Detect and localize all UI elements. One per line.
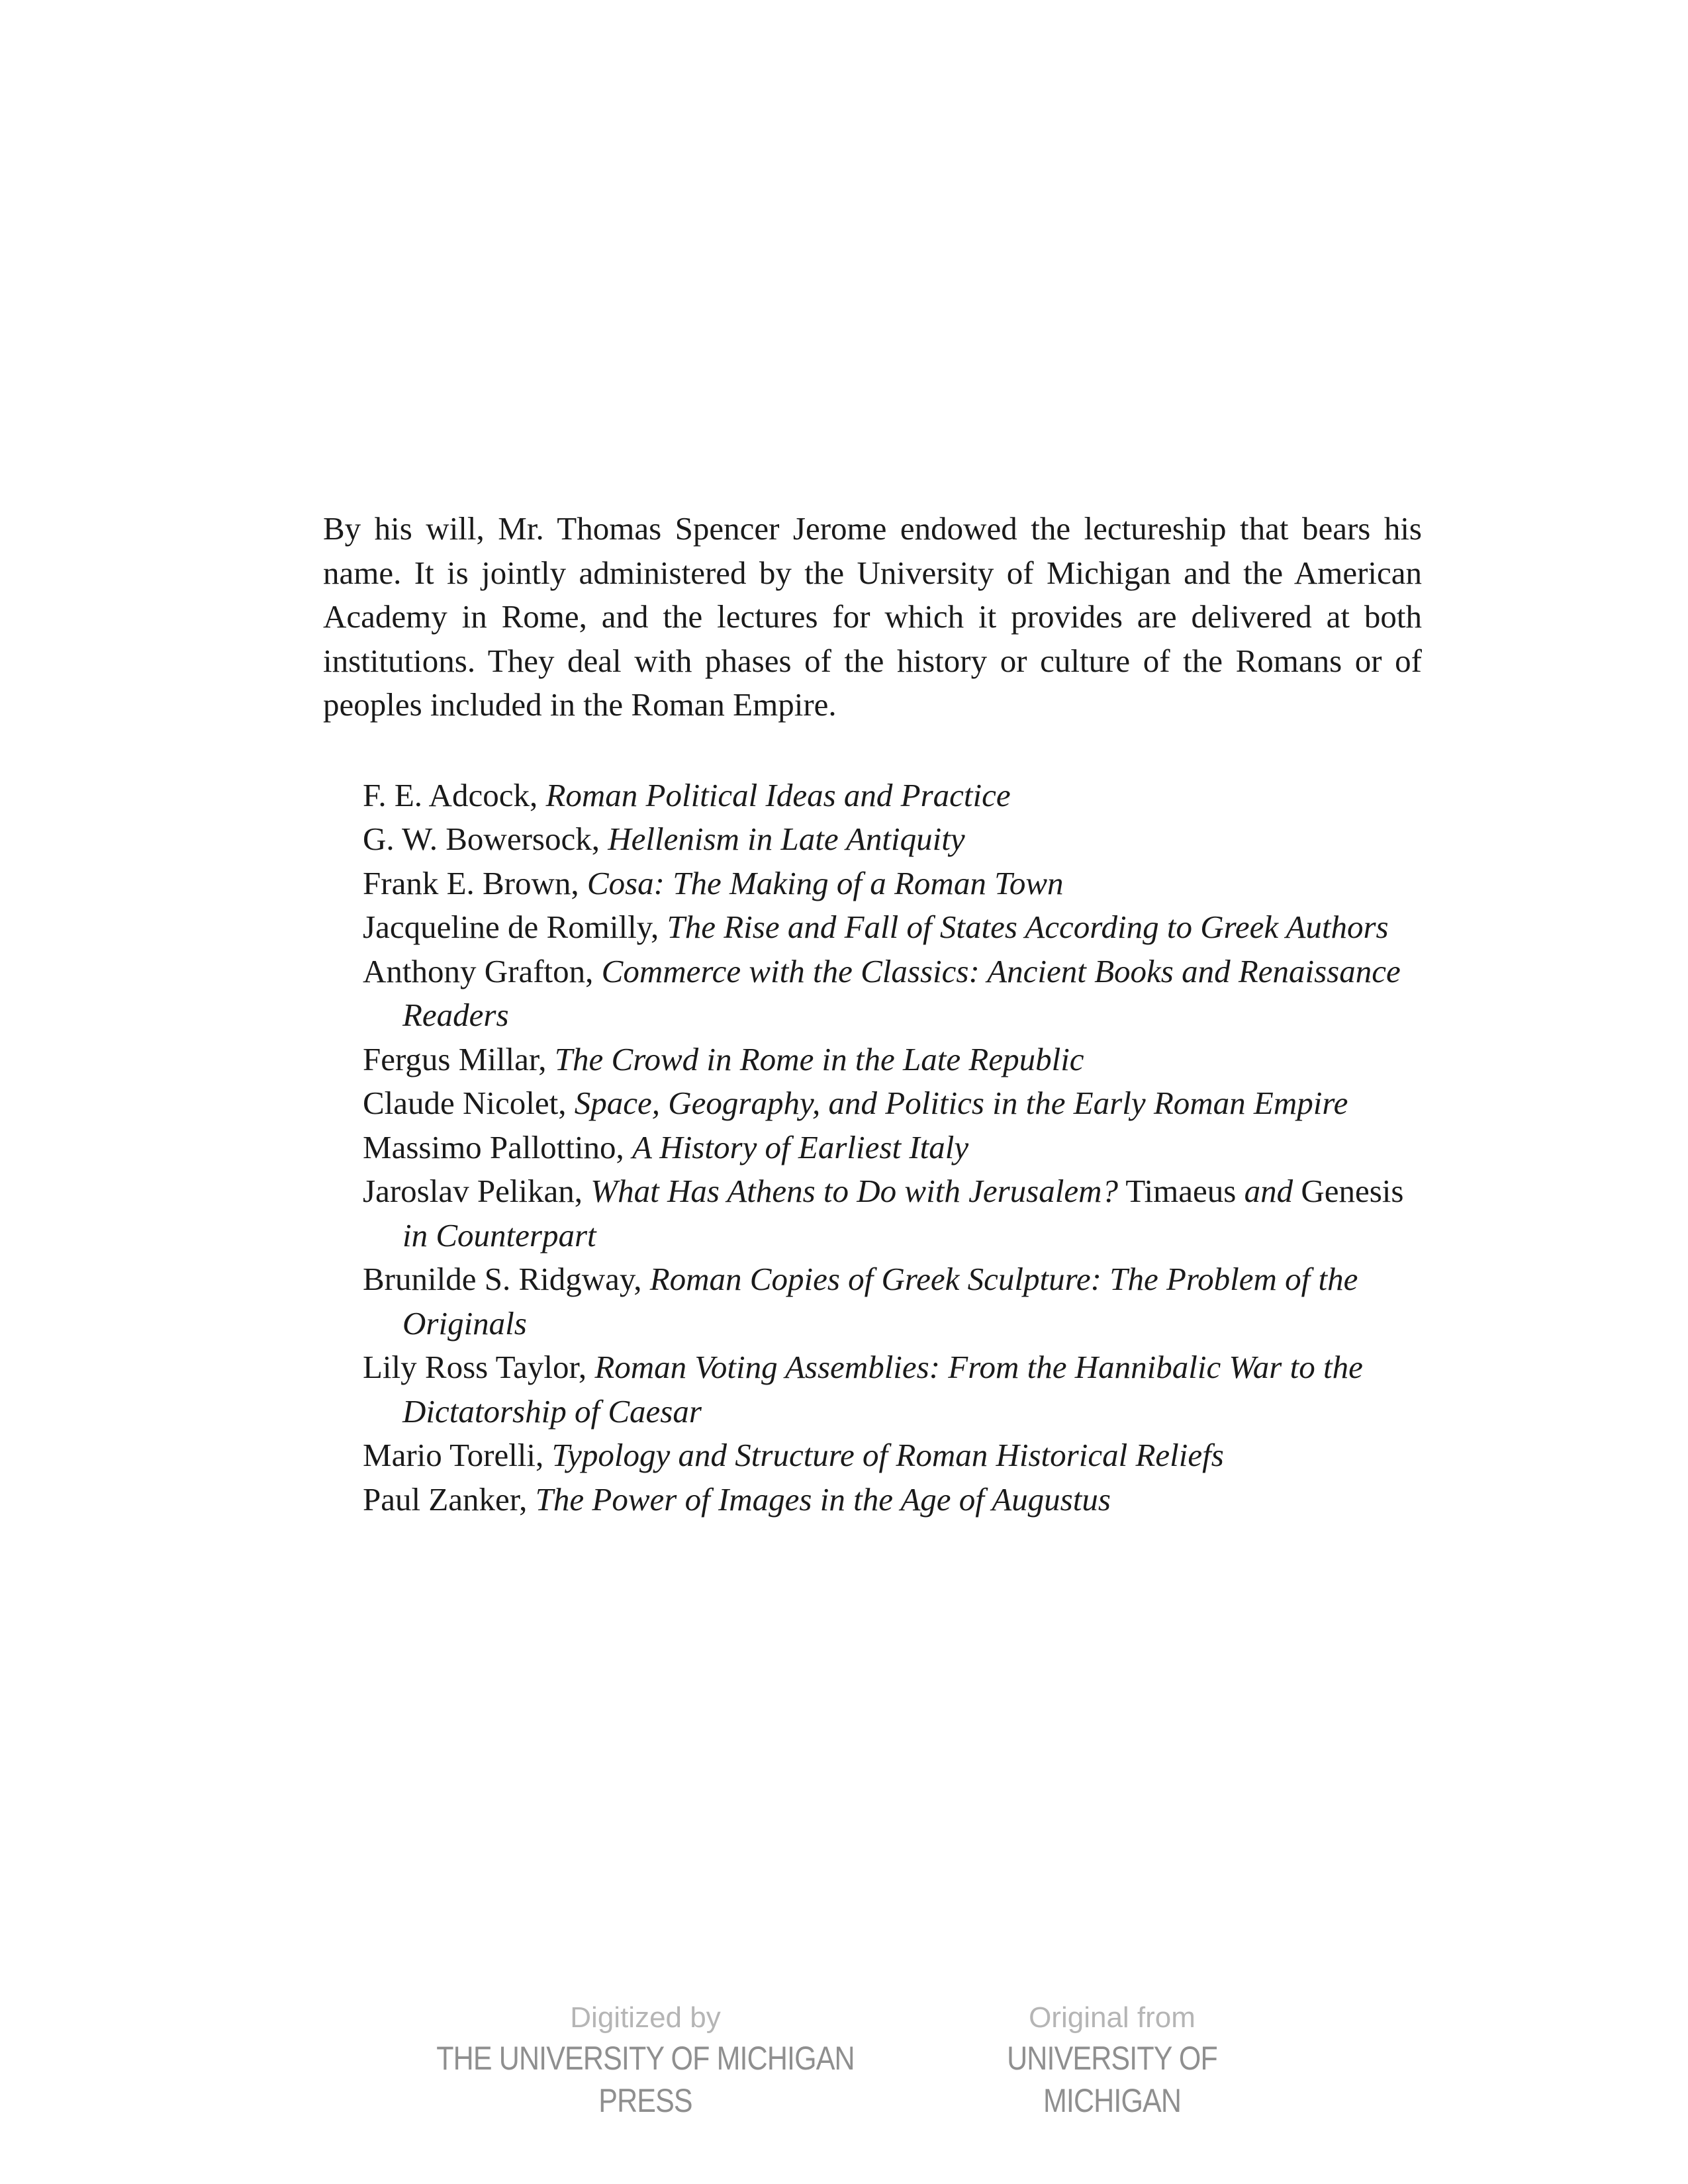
lecture-author: F. E. Adcock, xyxy=(363,776,546,813)
lecture-title: What Has Athens to Do with Jerusalem? xyxy=(590,1173,1118,1209)
lecture-title: Roman Copies of Greek Sculpture: The Problem of the Originals xyxy=(402,1261,1358,1342)
lecture-list xyxy=(323,774,1422,1522)
lecture-entry-pallottino xyxy=(363,1126,1422,1170)
digitized-by-block xyxy=(394,1999,897,2122)
lecture-entry-taylor xyxy=(363,1345,1422,1433)
lecture-author: Massimo Pallottino, xyxy=(363,1128,633,1165)
lecture-title-roman-part: Genesis xyxy=(1293,1173,1404,1209)
lecture-entry-torelli xyxy=(363,1433,1422,1478)
lecture-author: Fergus Millar, xyxy=(363,1040,555,1077)
lecture-entry-pelikan xyxy=(363,1169,1422,1257)
lecture-title: Cosa: The Making of a Roman Town xyxy=(586,864,1064,901)
lecture-entry-zanker xyxy=(363,1478,1422,1522)
lecture-title: Hellenism in Late Antiquity xyxy=(608,821,965,857)
digitized-by-value: THE UNIVERSITY OF MICHIGAN PRESS xyxy=(436,2040,855,2119)
page-content xyxy=(323,507,1422,1522)
lecture-title: The Power of Images in the Age of Augustus xyxy=(535,1480,1111,1518)
lecture-author: Anthony Grafton, xyxy=(363,952,602,989)
lecture-entry-ridgway xyxy=(363,1257,1422,1345)
lecture-title: Roman Political Ideas and Practice xyxy=(545,776,1011,813)
digitized-by-label: Digitized by xyxy=(570,2001,721,2034)
lecture-title: The Crowd in Rome in the Late Republic xyxy=(554,1040,1084,1077)
lecture-entry-de-romilly xyxy=(363,905,1422,950)
lecture-author: Jacqueline de Romilly, xyxy=(363,909,667,945)
lecture-entry-millar xyxy=(363,1038,1422,1082)
lecture-title: The Rise and Fall of States According to Greek Authors xyxy=(667,909,1389,945)
lecture-title-italic-part: in Counterpart xyxy=(402,1216,596,1253)
lecture-author: Jaroslav Pelikan, xyxy=(363,1173,591,1209)
lecture-entry-grafton xyxy=(363,950,1422,1038)
lecture-title: Space, Geography, and Politics in the Early Roman Empire xyxy=(574,1085,1348,1121)
lecture-author: G. W. Bowersock, xyxy=(363,821,608,857)
lecture-entry-adcock xyxy=(363,774,1422,818)
lecture-author: Paul Zanker, xyxy=(363,1480,536,1518)
original-from-label: Original from xyxy=(1029,2001,1196,2034)
lecture-author: Lily Ross Taylor, xyxy=(363,1349,595,1385)
lecture-author: Mario Torelli, xyxy=(363,1437,552,1473)
lecture-entry-brown xyxy=(363,862,1422,906)
lecture-author: Brunilde S. Ridgway, xyxy=(363,1261,650,1297)
intro-paragraph: By his will, Mr. Thomas Spencer Jerome endowed the lectureship that bears his name. It is jointly administered by the University of Michigan and the American Academy in Rome, and the lectures for which it provides are delivered at both institutions. They deal with phases of the history or culture of the Romans or of peoples included in the Roman Empire. xyxy=(323,510,1422,723)
lecture-title: A History of Earliest Italy xyxy=(632,1128,969,1165)
lecture-author: Frank E. Brown, xyxy=(363,864,587,901)
lecture-title-roman-part: Timaeus xyxy=(1117,1173,1244,1209)
lecture-entry-nicolet xyxy=(363,1081,1422,1126)
lecture-title: Typology and Structure of Roman Historical Reliefs xyxy=(551,1437,1224,1473)
lecture-author: Claude Nicolet, xyxy=(363,1085,575,1121)
original-from-block xyxy=(927,1999,1297,2122)
lecture-title: Commerce with the Classics: Ancient Books and Renaissance Readers xyxy=(402,952,1401,1033)
lecture-title: Roman Voting Assemblies: From the Hannibalic War to the Dictatorship of Caesar xyxy=(402,1349,1363,1430)
lecture-entry-bowersock xyxy=(363,817,1422,862)
lecture-title-italic-part: and xyxy=(1244,1173,1293,1209)
original-from-value: UNIVERSITY OF MICHIGAN xyxy=(1007,2040,1217,2119)
